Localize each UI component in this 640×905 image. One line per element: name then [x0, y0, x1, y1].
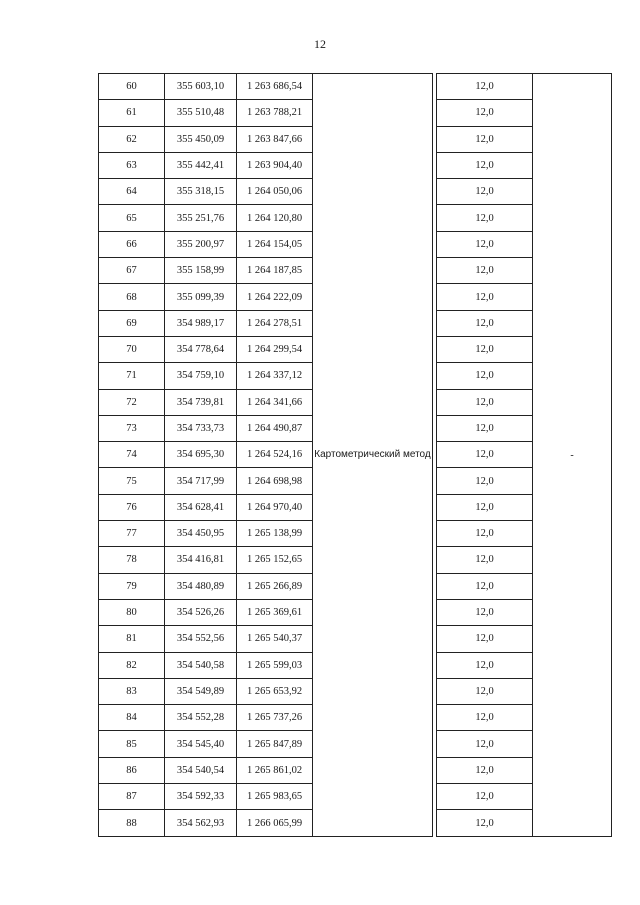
x-coordinate-cell: 354 416,81 [165, 547, 237, 573]
accuracy-cell: 12,0 [437, 336, 533, 362]
point-number-cell: 77 [99, 521, 165, 547]
x-coordinate-cell: 354 526,26 [165, 599, 237, 625]
accuracy-cell: 12,0 [437, 415, 533, 441]
accuracy-cell: 12,0 [437, 784, 533, 810]
x-coordinate-cell: 355 510,48 [165, 100, 237, 126]
point-number-cell: 87 [99, 784, 165, 810]
x-coordinate-cell: 355 099,39 [165, 284, 237, 310]
point-number-cell: 79 [99, 573, 165, 599]
x-coordinate-cell: 354 450,95 [165, 521, 237, 547]
x-coordinate-cell: 354 989,17 [165, 310, 237, 336]
point-number-cell: 67 [99, 258, 165, 284]
y-coordinate-cell: 1 264 050,06 [237, 179, 313, 205]
y-coordinate-cell: 1 264 490,87 [237, 415, 313, 441]
y-coordinate-cell: 1 264 154,05 [237, 231, 313, 257]
point-number-cell: 76 [99, 494, 165, 520]
y-coordinate-cell: 1 265 599,03 [237, 652, 313, 678]
point-number-cell: 84 [99, 705, 165, 731]
method-cell: Картометрический метод [313, 74, 433, 837]
x-coordinate-cell: 354 545,40 [165, 731, 237, 757]
table-row [99, 74, 612, 100]
x-coordinate-cell: 355 200,97 [165, 231, 237, 257]
accuracy-cell: 12,0 [437, 284, 533, 310]
y-coordinate-cell: 1 264 341,66 [237, 389, 313, 415]
y-coordinate-cell: 1 264 120,80 [237, 205, 313, 231]
point-number-cell: 61 [99, 100, 165, 126]
y-coordinate-cell: 1 265 138,99 [237, 521, 313, 547]
y-coordinate-cell: 1 264 222,09 [237, 284, 313, 310]
y-coordinate-cell: 1 265 983,65 [237, 784, 313, 810]
point-number-cell: 62 [99, 126, 165, 152]
y-coordinate-cell: 1 264 698,98 [237, 468, 313, 494]
x-coordinate-cell: 354 562,93 [165, 810, 237, 837]
point-number-cell: 69 [99, 310, 165, 336]
y-coordinate-cell: 1 265 847,89 [237, 731, 313, 757]
accuracy-cell: 12,0 [437, 258, 533, 284]
point-number-cell: 88 [99, 810, 165, 837]
x-coordinate-cell: 355 251,76 [165, 205, 237, 231]
accuracy-cell: 12,0 [437, 494, 533, 520]
accuracy-cell: 12,0 [437, 626, 533, 652]
point-number-cell: 66 [99, 231, 165, 257]
x-coordinate-cell: 354 733,73 [165, 415, 237, 441]
x-coordinate-cell: 354 759,10 [165, 363, 237, 389]
x-coordinate-cell: 355 450,09 [165, 126, 237, 152]
point-number-cell: 80 [99, 599, 165, 625]
x-coordinate-cell: 354 552,56 [165, 626, 237, 652]
point-number-cell: 78 [99, 547, 165, 573]
y-coordinate-cell: 1 266 065,99 [237, 810, 313, 837]
y-coordinate-cell: 1 265 369,61 [237, 599, 313, 625]
y-coordinate-cell: 1 265 653,92 [237, 678, 313, 704]
point-number-cell: 83 [99, 678, 165, 704]
y-coordinate-cell: 1 265 540,37 [237, 626, 313, 652]
x-coordinate-cell: 354 540,58 [165, 652, 237, 678]
note-cell: - [533, 74, 612, 837]
accuracy-cell: 12,0 [437, 152, 533, 178]
accuracy-cell: 12,0 [437, 547, 533, 573]
point-number-cell: 72 [99, 389, 165, 415]
y-coordinate-cell: 1 264 187,85 [237, 258, 313, 284]
x-coordinate-cell: 354 592,33 [165, 784, 237, 810]
y-coordinate-cell: 1 263 788,21 [237, 100, 313, 126]
accuracy-cell: 12,0 [437, 126, 533, 152]
x-coordinate-cell: 354 695,30 [165, 442, 237, 468]
x-coordinate-cell: 354 717,99 [165, 468, 237, 494]
y-coordinate-cell: 1 265 152,65 [237, 547, 313, 573]
x-coordinate-cell: 354 628,41 [165, 494, 237, 520]
point-number-cell: 74 [99, 442, 165, 468]
y-coordinate-cell: 1 264 299,54 [237, 336, 313, 362]
x-coordinate-cell: 355 442,41 [165, 152, 237, 178]
point-number-cell: 68 [99, 284, 165, 310]
accuracy-cell: 12,0 [437, 74, 533, 100]
x-coordinate-cell: 354 540,54 [165, 757, 237, 783]
point-number-cell: 82 [99, 652, 165, 678]
accuracy-cell: 12,0 [437, 678, 533, 704]
accuracy-cell: 12,0 [437, 100, 533, 126]
accuracy-cell: 12,0 [437, 705, 533, 731]
y-coordinate-cell: 1 263 686,54 [237, 74, 313, 100]
point-number-cell: 64 [99, 179, 165, 205]
coordinates-table [98, 73, 612, 837]
x-coordinate-cell: 354 480,89 [165, 573, 237, 599]
accuracy-cell: 12,0 [437, 521, 533, 547]
accuracy-cell: 12,0 [437, 573, 533, 599]
accuracy-cell: 12,0 [437, 205, 533, 231]
point-number-cell: 81 [99, 626, 165, 652]
x-coordinate-cell: 355 318,15 [165, 179, 237, 205]
x-coordinate-cell: 355 158,99 [165, 258, 237, 284]
accuracy-cell: 12,0 [437, 810, 533, 837]
x-coordinate-cell: 354 549,89 [165, 678, 237, 704]
y-coordinate-cell: 1 264 278,51 [237, 310, 313, 336]
accuracy-cell: 12,0 [437, 468, 533, 494]
coordinates-table-body [99, 74, 612, 837]
y-coordinate-cell: 1 263 904,40 [237, 152, 313, 178]
accuracy-cell: 12,0 [437, 389, 533, 415]
point-number-cell: 75 [99, 468, 165, 494]
y-coordinate-cell: 1 265 861,02 [237, 757, 313, 783]
accuracy-cell: 12,0 [437, 442, 533, 468]
accuracy-cell: 12,0 [437, 652, 533, 678]
accuracy-cell: 12,0 [437, 757, 533, 783]
point-number-cell: 70 [99, 336, 165, 362]
y-coordinate-cell: 1 264 970,40 [237, 494, 313, 520]
y-coordinate-cell: 1 264 524,16 [237, 442, 313, 468]
x-coordinate-cell: 354 778,64 [165, 336, 237, 362]
y-coordinate-cell: 1 265 737,26 [237, 705, 313, 731]
accuracy-cell: 12,0 [437, 731, 533, 757]
x-coordinate-cell: 354 739,81 [165, 389, 237, 415]
y-coordinate-cell: 1 263 847,66 [237, 126, 313, 152]
point-number-cell: 85 [99, 731, 165, 757]
point-number-cell: 71 [99, 363, 165, 389]
point-number-cell: 86 [99, 757, 165, 783]
y-coordinate-cell: 1 264 337,12 [237, 363, 313, 389]
x-coordinate-cell: 355 603,10 [165, 74, 237, 100]
point-number-cell: 73 [99, 415, 165, 441]
y-coordinate-cell: 1 265 266,89 [237, 573, 313, 599]
accuracy-cell: 12,0 [437, 363, 533, 389]
point-number-cell: 63 [99, 152, 165, 178]
point-number-cell: 60 [99, 74, 165, 100]
point-number-cell: 65 [99, 205, 165, 231]
accuracy-cell: 12,0 [437, 231, 533, 257]
accuracy-cell: 12,0 [437, 179, 533, 205]
accuracy-cell: 12,0 [437, 599, 533, 625]
accuracy-cell: 12,0 [437, 310, 533, 336]
page-number: 12 [314, 37, 326, 51]
x-coordinate-cell: 354 552,28 [165, 705, 237, 731]
